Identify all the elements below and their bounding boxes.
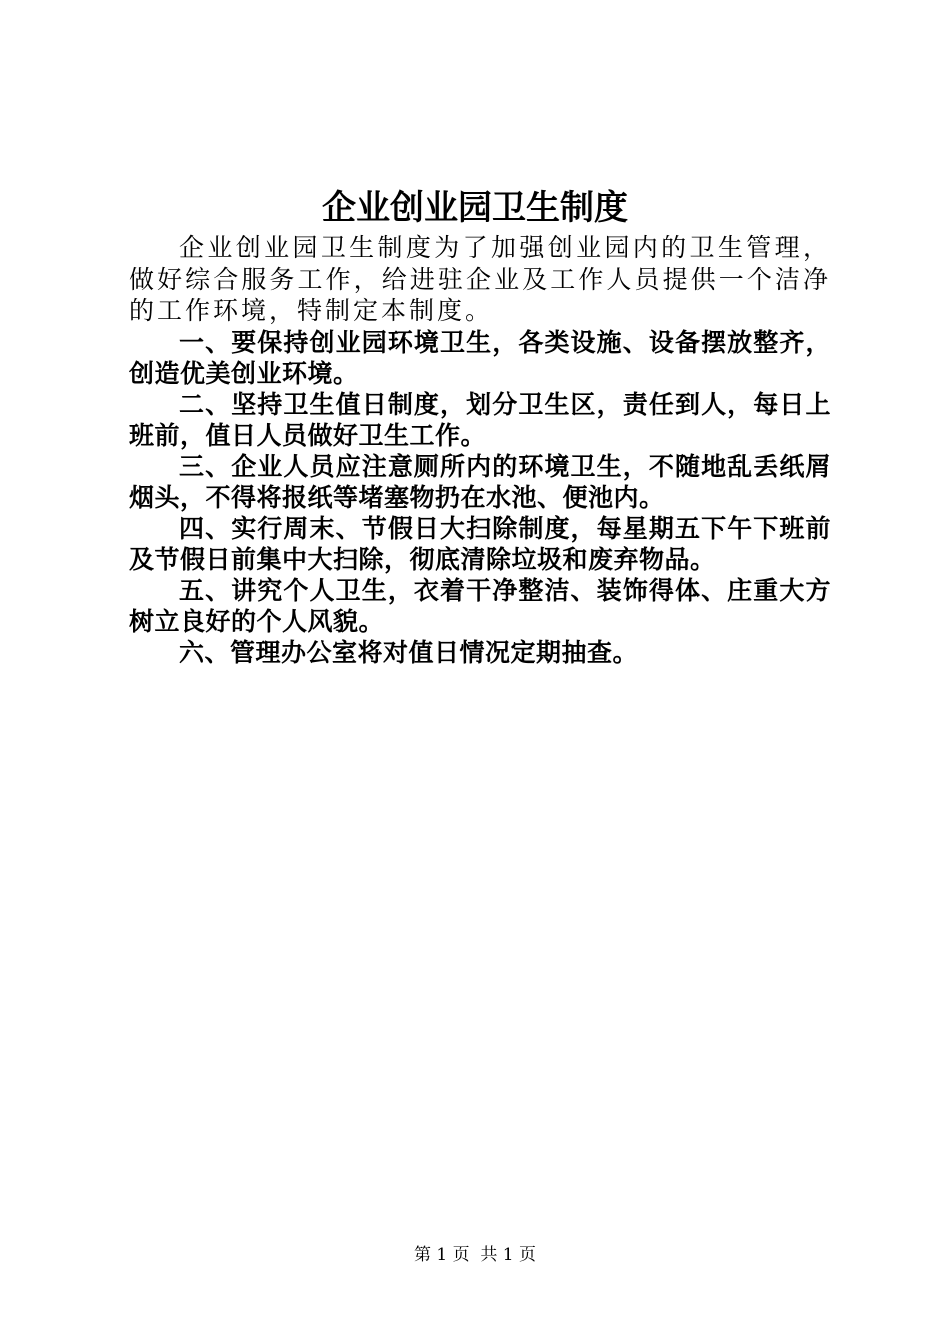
rule-item-3: 三、企业人员应注意厕所内的环境卫生，不随地乱丢纸屑烟头，不得将报纸等堵塞物扔在水池、便池内。 [129,451,831,512]
page-footer [0,1244,950,1266]
total-page-count: 共 1 页 [480,1245,537,1265]
footer-separator [470,1245,481,1265]
intro-paragraph: 企业创业园卫生制度为了加强创业园内的卫生管理，做好综合服务工作，给进驻企业及工作人员提供一个洁净的工作环境，特制定本制度。 [129,233,831,325]
current-page-number: 第 1 页 [413,1245,470,1265]
rule-item-1: 一、要保持创业园环境卫生，各类设施、设备摆放整齐，创造优美创业环境。 [129,327,831,388]
rule-item-5: 五、讲究个人卫生，衣着干净整洁、装饰得体、庄重大方树立良好的个人风貌。 [129,575,831,636]
rule-item-2: 二、坚持卫生值日制度，划分卫生区，责任到人，每日上班前，值日人员做好卫生工作。 [129,389,831,450]
rule-item-6: 六、管理办公室将对值日情况定期抽查。 [179,637,639,667]
document-body [129,232,831,668]
document-title: 企业创业园卫生制度 [322,188,628,228]
rule-item-4: 四、实行周末、节假日大扫除制度，每星期五下午下班前及节假日前集中大扫除，彻底清除垃圾和废弃物品。 [129,513,831,574]
